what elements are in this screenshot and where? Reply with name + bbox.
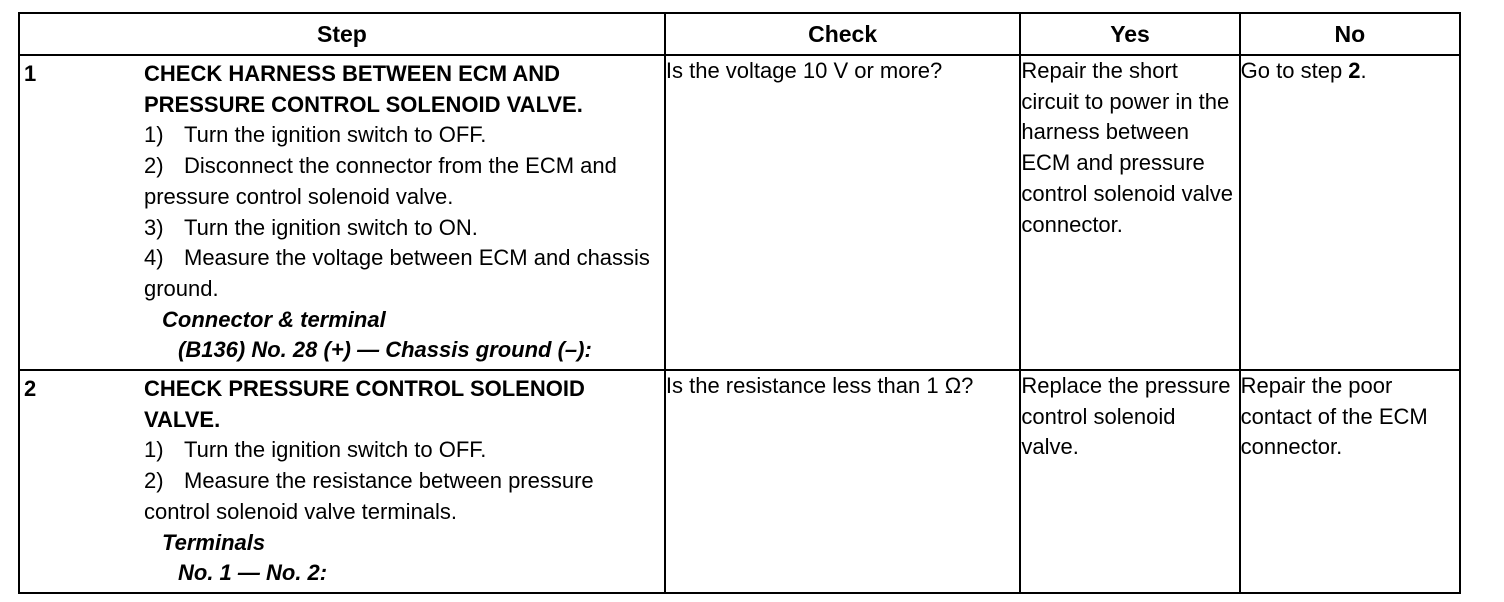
spec-heading: Terminals xyxy=(162,529,266,555)
no-text-suffix: . xyxy=(1360,58,1367,83)
spec-value: (B136) No. 28 (+) — Chassis ground (–): xyxy=(178,337,592,363)
instruction-number: 1) xyxy=(144,122,164,148)
table-row xyxy=(19,55,1460,370)
no-text: Repair the poor contact of the ECM connector. xyxy=(1240,373,1428,460)
step-title: CHECK HARNESS BETWEEN ECM AND PRESSURE CONTROL SOLENOID VALVE. xyxy=(144,61,583,117)
instruction-number: 4) xyxy=(144,245,164,271)
diagnostic-table xyxy=(18,12,1461,594)
step-cell xyxy=(19,55,665,370)
instruction-line xyxy=(144,151,658,212)
instruction-line xyxy=(144,435,658,466)
instruction-line xyxy=(144,120,658,151)
instruction-number: 3) xyxy=(144,214,164,240)
step-body xyxy=(144,56,664,369)
instruction-number: 2) xyxy=(144,468,164,494)
instruction-line xyxy=(144,243,658,304)
step-number: 2 xyxy=(24,376,37,402)
header-step: Step xyxy=(19,13,665,55)
instruction-line xyxy=(144,466,658,527)
step-cell xyxy=(19,370,665,593)
header-yes: Yes xyxy=(1020,13,1239,55)
instruction-number: 1) xyxy=(144,437,164,463)
step-body xyxy=(144,371,664,592)
table-row xyxy=(19,370,1460,593)
instruction-text: Turn the ignition switch to ON. xyxy=(184,214,478,240)
header-check: Check xyxy=(665,13,1020,55)
no-text: Go to step xyxy=(1240,58,1349,83)
no-cell xyxy=(1240,55,1460,370)
table-header-row xyxy=(19,13,1460,55)
instruction-line xyxy=(144,213,658,244)
yes-cell: Replace the pressure control solenoid valve. xyxy=(1020,370,1239,593)
instruction-text: Disconnect the connector from the ECM and pressure control solenoid valve. xyxy=(144,153,617,209)
header-no: No xyxy=(1240,13,1460,55)
step-title: CHECK PRESSURE CONTROL SOLENOID VALVE. xyxy=(144,376,585,432)
check-cell: Is the resistance less than 1 Ω? xyxy=(665,370,1020,593)
instruction-text: Measure the voltage between ECM and chassis ground. xyxy=(144,245,650,301)
instruction-text: Turn the ignition switch to OFF. xyxy=(184,437,487,463)
check-cell: Is the voltage 10 V or more? xyxy=(665,55,1020,370)
step-number: 1 xyxy=(24,61,37,86)
spec-heading: Connector & terminal xyxy=(162,306,386,332)
step-reference: 2 xyxy=(1348,58,1361,83)
no-cell xyxy=(1240,370,1460,593)
instruction-number: 2) xyxy=(144,153,164,179)
instruction-text: Measure the resistance between pressure control solenoid valve terminals. xyxy=(144,468,594,524)
instruction-text: Turn the ignition switch to OFF. xyxy=(184,122,487,148)
yes-cell: Repair the short circuit to power in the harness between ECM and pressure control solenoid valve connector. xyxy=(1020,55,1239,370)
spec-value: No. 1 — No. 2: xyxy=(178,560,328,586)
